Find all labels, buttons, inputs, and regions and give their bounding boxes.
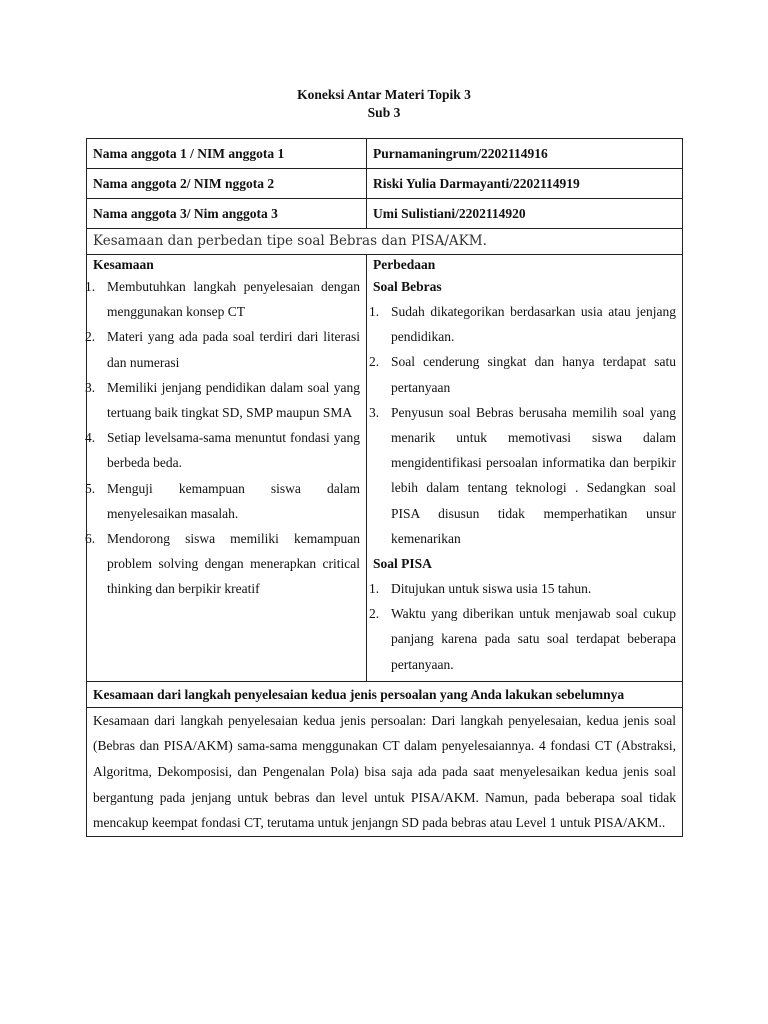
member-row-1: [87, 139, 683, 169]
kesamaan-list: [85, 274, 360, 602]
member-row-2: [87, 169, 683, 199]
kesamaan-heading: Kesamaan: [93, 257, 154, 272]
bebras-heading: Soal Bebras: [373, 279, 442, 294]
list-item: 1. Sudah dikategorikan berdasarkan usia atau jenjang pendidikan.: [369, 304, 676, 345]
comparison-heading: Kesamaan dan perbedan tipe soal Bebras dan PISA/AKM.: [87, 229, 683, 255]
list-item: 3. Penyusun soal Bebras berusaha memilih soal yang menarik untuk memotivasi siswa dalam mengidentifikasi persoalan informatika dan berpikir lebih dalam tentang teknologi . Sedangkan soal PISA disusun tidak memperhatikan unsur kemenarikan: [369, 404, 676, 546]
list-item: 2. Waktu yang diberikan untuk menjawab soal cukup panjang karena pada satu soal terdapat beberapa pertanyaan.: [369, 606, 676, 672]
comparison-row: [87, 255, 683, 682]
list-item: 2. Materi yang ada pada soal terdiri dari literasi dan numerasi: [85, 329, 360, 370]
member-value: Purnamaningrum/2202114916: [367, 139, 683, 169]
answer-row: [87, 707, 683, 836]
member-row-3: [87, 199, 683, 229]
list-item: 1. Membutuhkan langkah penyelesaian dengan menggunakan konsep CT: [85, 279, 360, 320]
document-subtitle: Sub 3: [367, 105, 401, 120]
worksheet-table: [86, 138, 683, 837]
question-text: Kesamaan dari langkah penyelesaian kedua jenis persoalan yang Anda lakukan sebelumnya: [87, 681, 683, 707]
pisa-heading: Soal PISA: [373, 556, 432, 572]
answer-text: Kesamaan dari langkah penyelesaian kedua jenis persoalan: Dari langkah penyelesaian, kedua jenis soal (Bebras dan PISA/AKM) sama-sama menggunakan CT dalam penyelesaiannya. 4 fondasi CT (Abstraksi, Algoritma, Dekomposisi, dan Pengenalan Pola) bisa saja ada pada saat menyelesaikan kedua jenis soal bergantung pada jenjang untuk bebras dan level untuk PISA/AKM. Namun, pada beberapa soal tidak mencakup keempat fondasi CT, terutama untuk jenjangn SD pada bebras atau Level 1 untuk PISA/AKM..: [87, 707, 683, 836]
kesamaan-cell: [87, 255, 367, 682]
comparison-heading-row: [87, 229, 683, 255]
perbedaan-cell: [367, 255, 683, 682]
document-title: Koneksi Antar Materi Topik 3: [297, 87, 471, 102]
member-label: Nama anggota 1 / NIM anggota 1: [87, 139, 367, 169]
member-value: Riski Yulia Darmayanti/2202114919: [367, 169, 683, 199]
list-item: 2. Soal cenderung singkat dan hanya terdapat satu pertanyaan: [369, 354, 676, 395]
member-value: Umi Sulistiani/2202114920: [367, 199, 683, 229]
list-item: 4. Setiap levelsama-sama menuntut fondasi yang berbeda beda.: [85, 430, 360, 471]
member-label: Nama anggota 2/ NIM nggota 2: [87, 169, 367, 199]
list-item: 3. Memiliki jenjang pendidikan dalam soal yang tertuang baik tingkat SD, SMP maupun SMA: [85, 379, 360, 421]
pisa-list: [369, 576, 676, 677]
bebras-list: [369, 299, 676, 551]
list-item: 1. Ditujukan untuk siswa usia 15 tahun.: [369, 581, 592, 597]
list-item: 6. Mendorong siswa memiliki kemampuan problem solving dengan menerapkan critical thinking dan berpikir kreatif: [85, 531, 360, 597]
member-label: Nama anggota 3/ Nim anggota 3: [87, 199, 367, 229]
question-row: [87, 681, 683, 707]
perbedaan-heading: Perbedaan: [373, 257, 436, 272]
list-item: 5. Menguji kemampuan siswa dalam menyelesaikan masalah.: [85, 480, 360, 521]
